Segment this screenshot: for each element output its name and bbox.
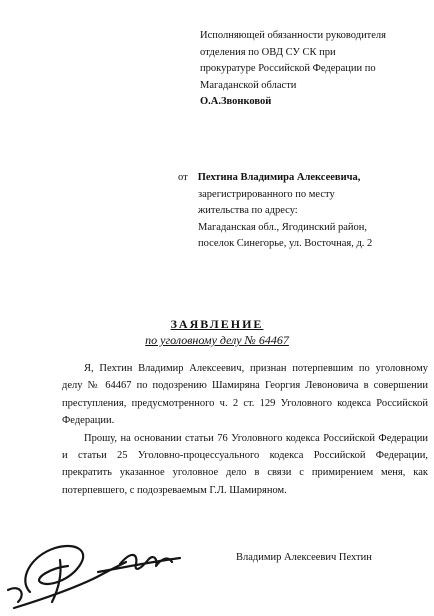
title-heading: ЗАЯВЛЕНИЕ	[170, 317, 264, 331]
addressee-block	[200, 28, 428, 111]
handwritten-signature	[0, 520, 240, 616]
sender-address-line-1: зарегистрированного по месту	[198, 188, 335, 200]
statement-body	[62, 360, 428, 499]
addressee-name: О.А.Звонковой	[200, 96, 272, 107]
sender-from-word: от	[178, 172, 188, 183]
sender-address-line-3: Магаданская обл., Ягодинский район,	[198, 221, 367, 233]
body-paragraph-1: Я, Пехтин Владимир Алексеевич, признан потерпевшим по уголовному делу № 64467 по подозрению Шамиряна Георгия Левоновича в совершении преступления, предусмотренного ч. 2 ст. 129 Уголовного кодекса Российской Федерации.	[62, 363, 428, 427]
sender-block	[178, 170, 428, 253]
signature-area	[0, 520, 434, 616]
document-title	[0, 316, 434, 348]
addressee-line-2: отделения по ОВД СУ СК при	[200, 46, 336, 58]
addressee-line-4: Магаданской области	[200, 79, 297, 91]
signer-name: Владимир Алексеевич Пехтин	[236, 552, 372, 563]
sender-address-line-2: жительства по адресу:	[198, 205, 298, 216]
sender-from-line	[178, 170, 428, 187]
sender-address-line-4: поселок Синегорье, ул. Восточная, д. 2	[198, 238, 373, 249]
title-subheading: по уголовному делу № 64467	[145, 333, 289, 347]
addressee-line-3: прокуратуре Российской Федерации по	[200, 63, 376, 74]
body-paragraph-2: Прошу, на основании статьи 76 Уголовного кодекса Российской Федерации и статьи 25 Уголовно-процессуального кодекса Российской Федерации, прекратить указанное уголовное дело в связи с примирением меня, как потерпевшего, с подозреваемым Г.Л. Шамиряном.	[62, 432, 428, 496]
addressee-line-1: Исполняющей обязанности руководителя	[200, 30, 387, 41]
sender-name: Пехтина Владимира Алексеевича,	[197, 172, 361, 183]
